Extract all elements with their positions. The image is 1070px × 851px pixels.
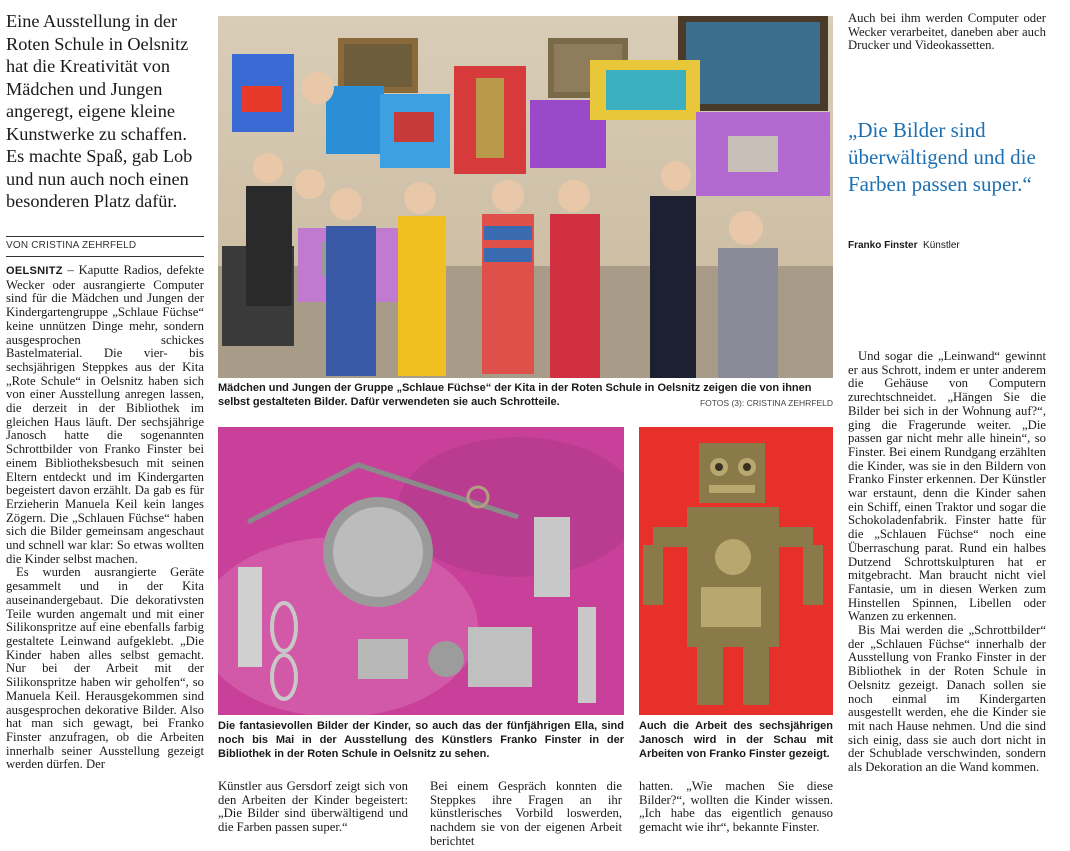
paragraph-2: Es wurden ausrangierte Geräte gesammelt und in der Kita auseinandergebaut. Die dekorativsten Teile wurden angemalt und mit einer Silikonspritze auf eine ebenfalls farbig gestaltete Leinwand aufgeklebt. „Die Kinder haben alles selbst gemacht. Nur bei der Arbeit mit der Silikonspritze haben wir geholfen“, so Manuela Keil. Herausgekommen sind ausgesprochen dekorative Bilder. Also hat man sich gewagt, bei Franko Finster anzufragen, ob die Arbeiten innerhalb seiner Ausstellung gezeigt werden dürfen. Der: [6, 565, 204, 772]
janosch-robot-photo: [639, 427, 833, 715]
article-lead: Eine Ausstellung in der Roten Schule in Oelsnitz hat die Kreativität von Mädchen und Jungen angeregt, eigene kleine Kunstwerke zu schaffen. Es machte Spaß, gab Lob und nun auch noch einen besonderen Platz dafür.: [6, 11, 193, 211]
photo-3-caption: Auch die Arbeit des sechsjährigen Janosch wird in der Schau mit Arbeiten von Franko Finster gezeigt.: [639, 720, 833, 760]
photo-1-caption: Mädchen und Jungen der Gruppe „Schlaue Füchse“ der Kita in der Roten Schule in Oelsnitz zeigen die von ihnen selbst gestalteten Bilder. Dafür verwendeten sie auch Schrotteile.: [218, 382, 812, 408]
pull-quote: „Die Bilder sind überwältigend und die Farben passen super.“: [848, 118, 1036, 196]
group-photo: [218, 16, 833, 378]
paragraph-1-text: – Kaputte Radios, defekte Wecker oder ausrangierte Computer sind für die Mädchen und Jungen der Kindergartengruppe „Schlaue Füchse“ keine unnützen Dinge mehr, sondern ausgesprochen schickes Bastelmaterial. Die vier- bis sechsjährigen Steppkes aus der Kita „Rote Schule“ in Oelsnitz haben sich von einer Ausstellung anregen lassen, die derzeit in der Bibliothek im gleichen Haus läuft. Der sechsjährige Janosch hatte die sogenannten Schrottbilder von Franko Finster bei einem Bibliotheksbesuch mit seinen Eltern entdeckt und im Kindergarten begeistert davon erzählt. Da gab es für Erzieherin Manuela Keil kein langes Zögern. Die „Schlauen Füchse“ haben sich die Bilder gemeinsam angeschaut und schnell war klar: So etwas wollten die Kinder selbst machen.: [6, 263, 204, 566]
quote-role: Künstler: [923, 240, 960, 251]
body-column-1: [6, 264, 204, 772]
quote-attribution: [848, 240, 1058, 251]
dateline: OELSNITZ: [6, 265, 63, 277]
byline-rule-bottom: [6, 256, 204, 257]
col5-paragraph-1: Und sogar die „Leinwand“ gewinnt er aus Schrott, indem er unter anderem die Gehäuse von Computern zurechtschneidet. „Hängen Sie die Bilder bei sich in der Wohnung auf?“, ging die Fragerunde weiter. „Die passen gar nicht mehr alle hinein“, so Finster. Bei einem Rundgang erzählten die Kinder, was sie in den Bildern von Franko Finster erkennen. Der Künstler war erstaunt, denn die Kinder sahen ein Schiff, einen Traktor und sogar die Schokoladenfabrik. Finster hatte für die „Schlauen Füchse“ noch eine Überraschung parat. Rund ein halbes Dutzend Schrottskulpturen hat er mitgebracht. Man braucht nicht viel Fantasie, um in diesen Werken zum Hinstellen Spinnen, Libellen oder Wanzen zu erkennen.: [848, 349, 1046, 624]
byline-rule-top: [6, 236, 204, 237]
photo-credit: FOTOS (3): CRISTINA ZEHRFELD: [699, 398, 833, 408]
body-column-5-top: Auch bei ihm werden Computer oder Wecker verarbeitet, daneben aber auch Drucker und Videokassetten.: [848, 11, 1046, 53]
byline: VON CRISTINA ZEHRFELD: [6, 240, 137, 251]
body-column-5-bottom: [848, 350, 1046, 775]
paragraph-1: [6, 264, 204, 566]
body-column-2: Künstler aus Gersdorf zeigt sich von den Arbeiten der Kinder begeistert: „Die Bilder sind überwältigend und die Farben passen super.“: [218, 779, 408, 835]
ella-artwork-photo: [218, 427, 624, 715]
quote-name: Franko Finster: [848, 240, 918, 251]
col5-paragraph-2: Bis Mai werden die „Schrottbilder“ der „Schlauen Füchse“ innerhalb der Ausstellung von Franko Finster in der Bibliothek in der Roten Schule in Oelsnitz gezeigt. Danach sollen sie noch einmal im Kindergarten ausgestellt werden, ehe die Kinder sie mit nach Hause nehmen. Und die sind sich einig, dass sie auch dort nicht in der Schublade verschwinden, sondern als Dekoration an die Wand kommen.: [848, 623, 1046, 775]
photo-2-caption: Die fantasievollen Bilder der Kinder, so auch das der fünfjährigen Ella, sind noch bis Mai in der Ausstellung des Künstlers Franko Finster in der Bibliothek in der Roten Schule in Oelsnitz zu sehen.: [218, 720, 624, 760]
body-column-3: Bei einem Gespräch konnten die Steppkes ihre Fragen an ihr künstlerisches Vorbild loswerden, nachdem sie von der eigenen Arbeit berichtet: [430, 779, 622, 848]
body-column-4: hatten. „Wie machen Sie diese Bilder?“, wollten die Kinder wissen. „Ich habe das eigentlich genauso gemacht wie ihr“, bekannte Finster.: [639, 779, 833, 835]
